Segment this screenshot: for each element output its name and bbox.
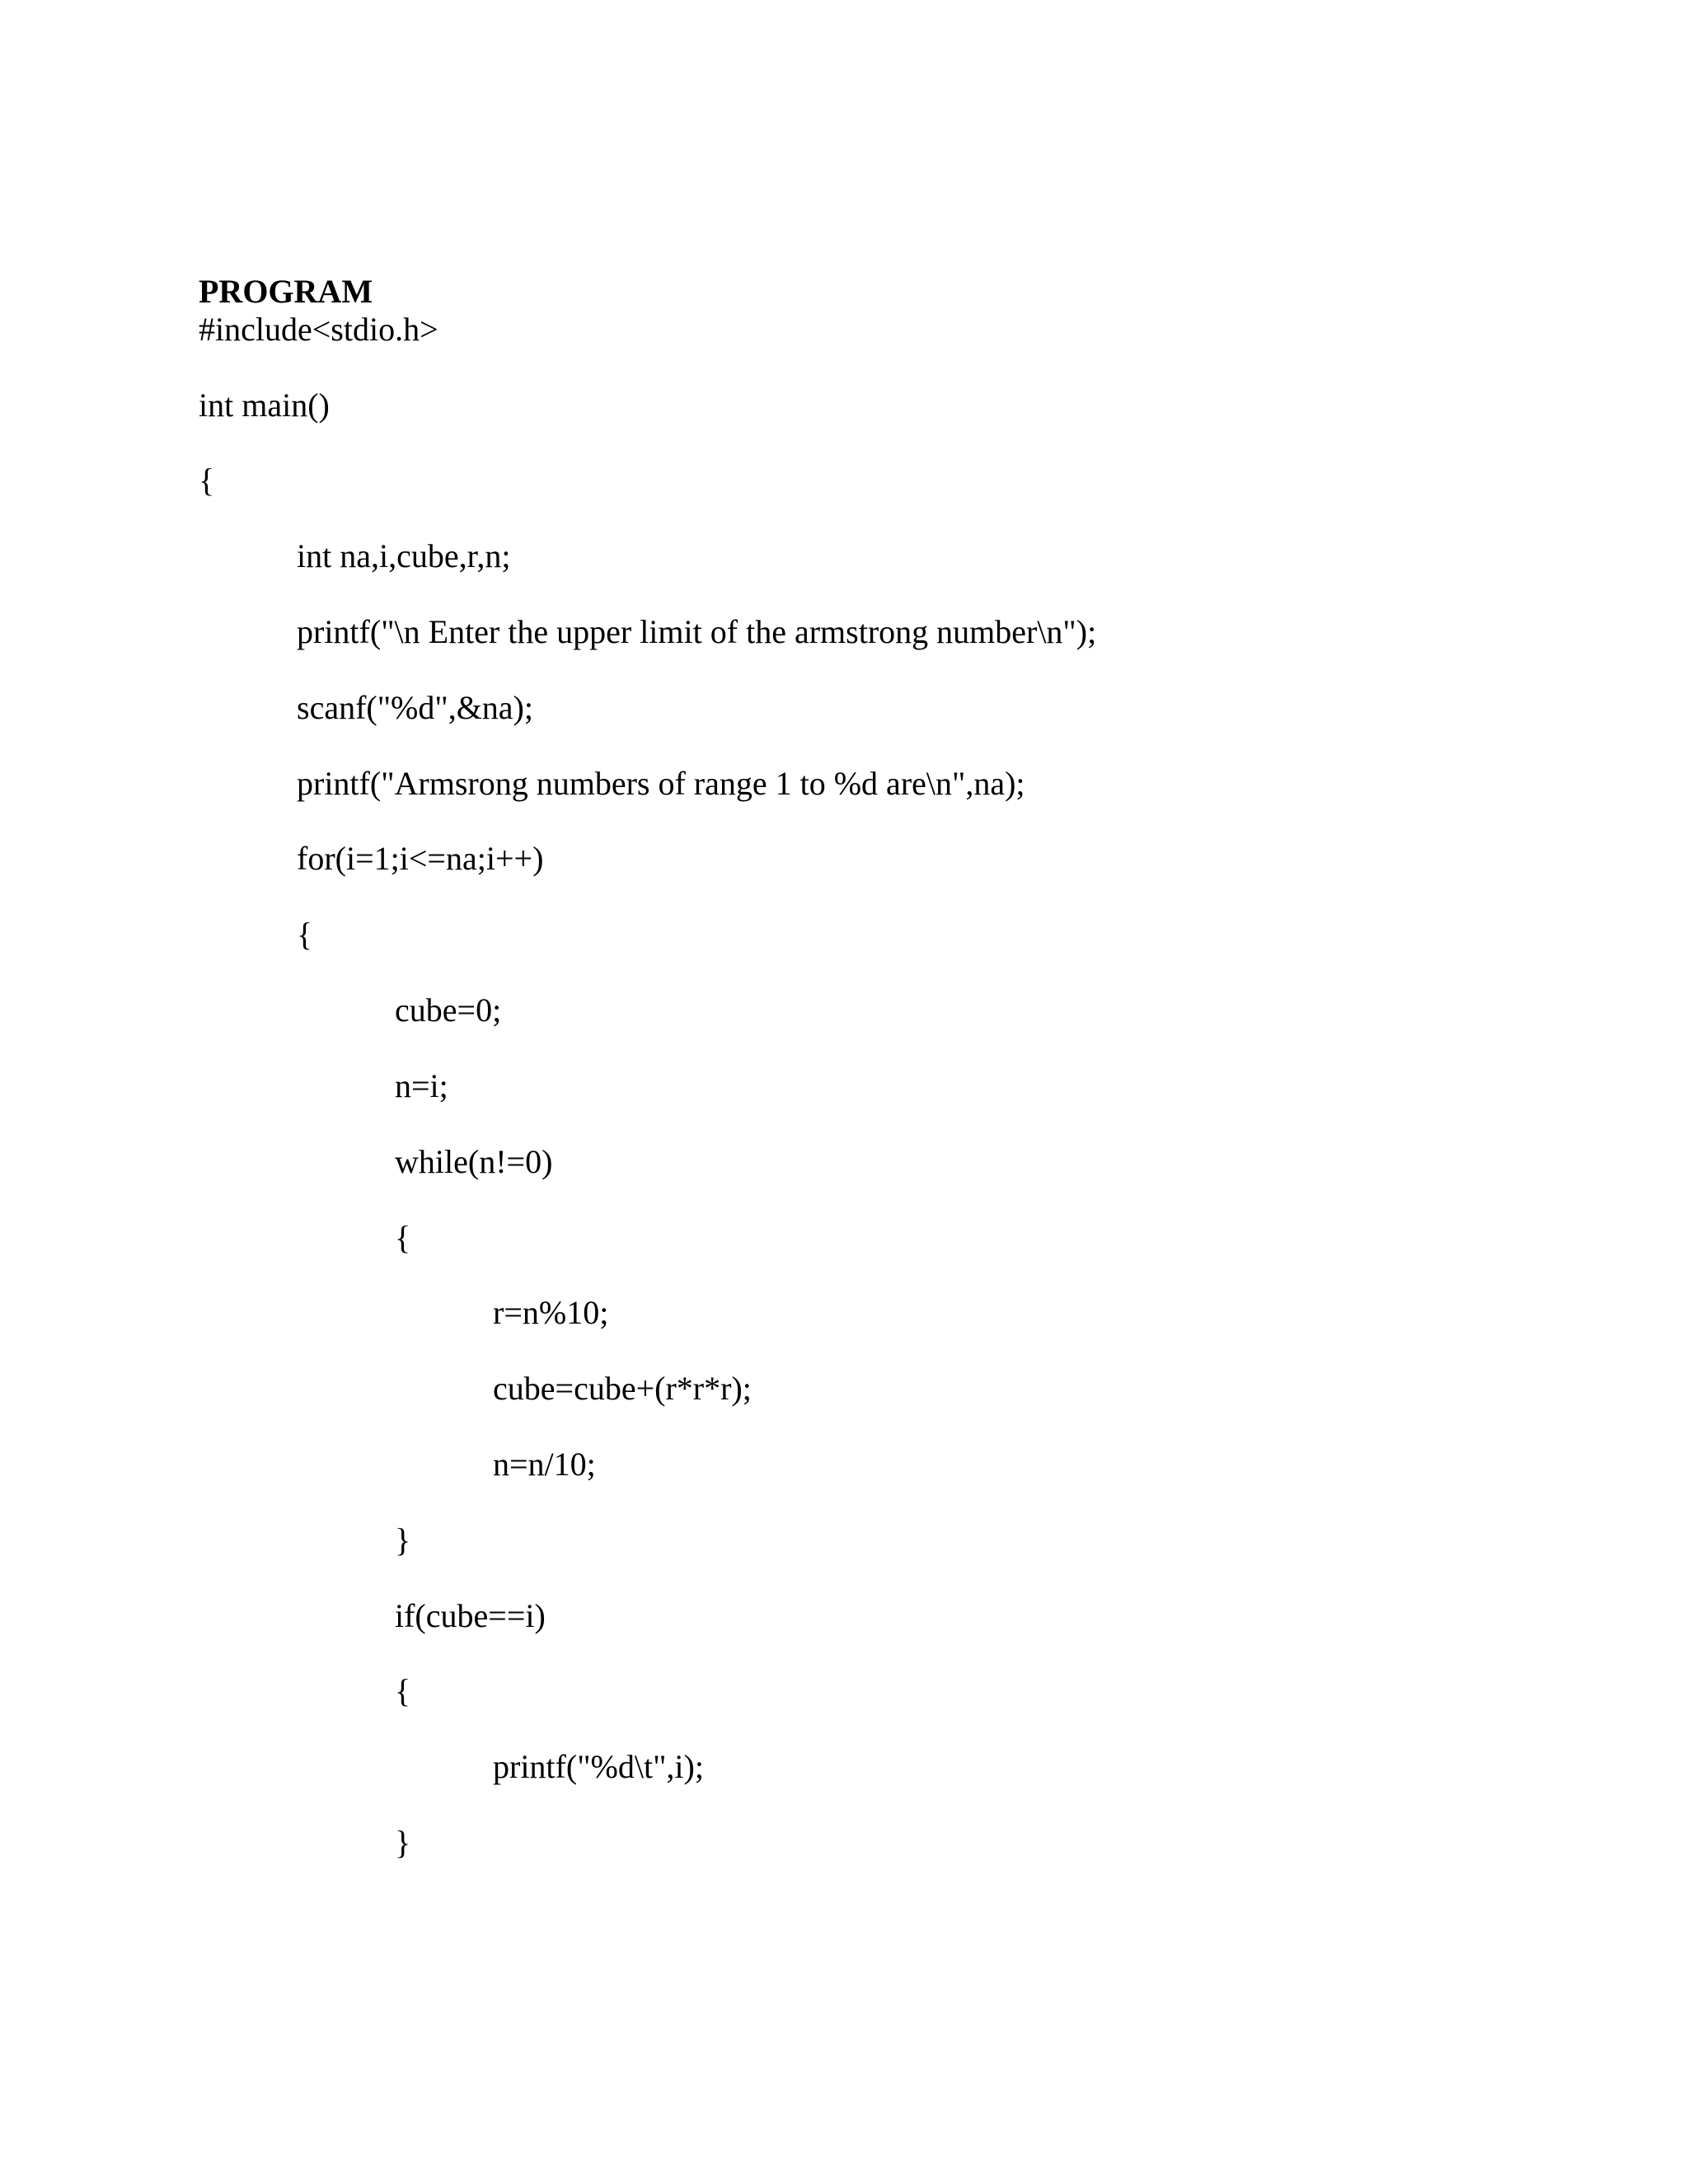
code-line: if(cube==i) xyxy=(395,1597,546,1634)
code-line: #include<stdio.h> xyxy=(199,311,438,348)
code-line: } xyxy=(395,1521,411,1558)
code-line: { xyxy=(395,1672,411,1709)
code-line: printf("%d\t",i); xyxy=(493,1748,704,1785)
code-line: { xyxy=(199,462,215,499)
code-line: while(n!=0) xyxy=(395,1143,553,1180)
code-line: printf("Armsrong numbers of range 1 to %d are\n",na); xyxy=(297,765,1025,802)
code-line: { xyxy=(395,1219,411,1256)
code-line: r=n%10; xyxy=(493,1294,609,1331)
code-line: int na,i,cube,r,n; xyxy=(297,537,511,574)
code-line: cube=cube+(r*r*r); xyxy=(493,1370,752,1407)
code-line: } xyxy=(395,1824,411,1861)
code-line: int main() xyxy=(199,387,330,424)
code-line: printf("\n Enter the upper limit of the armstrong number\n"); xyxy=(297,613,1097,650)
code-line: scanf("%d",&na); xyxy=(297,689,533,726)
code-line: { xyxy=(297,916,313,953)
code-line: cube=0; xyxy=(395,991,502,1029)
document-heading: PROGRAM xyxy=(199,273,373,310)
code-line: for(i=1;i<=na;i++) xyxy=(297,840,544,877)
code-line: n=n/10; xyxy=(493,1446,596,1483)
code-line: n=i; xyxy=(395,1067,448,1104)
